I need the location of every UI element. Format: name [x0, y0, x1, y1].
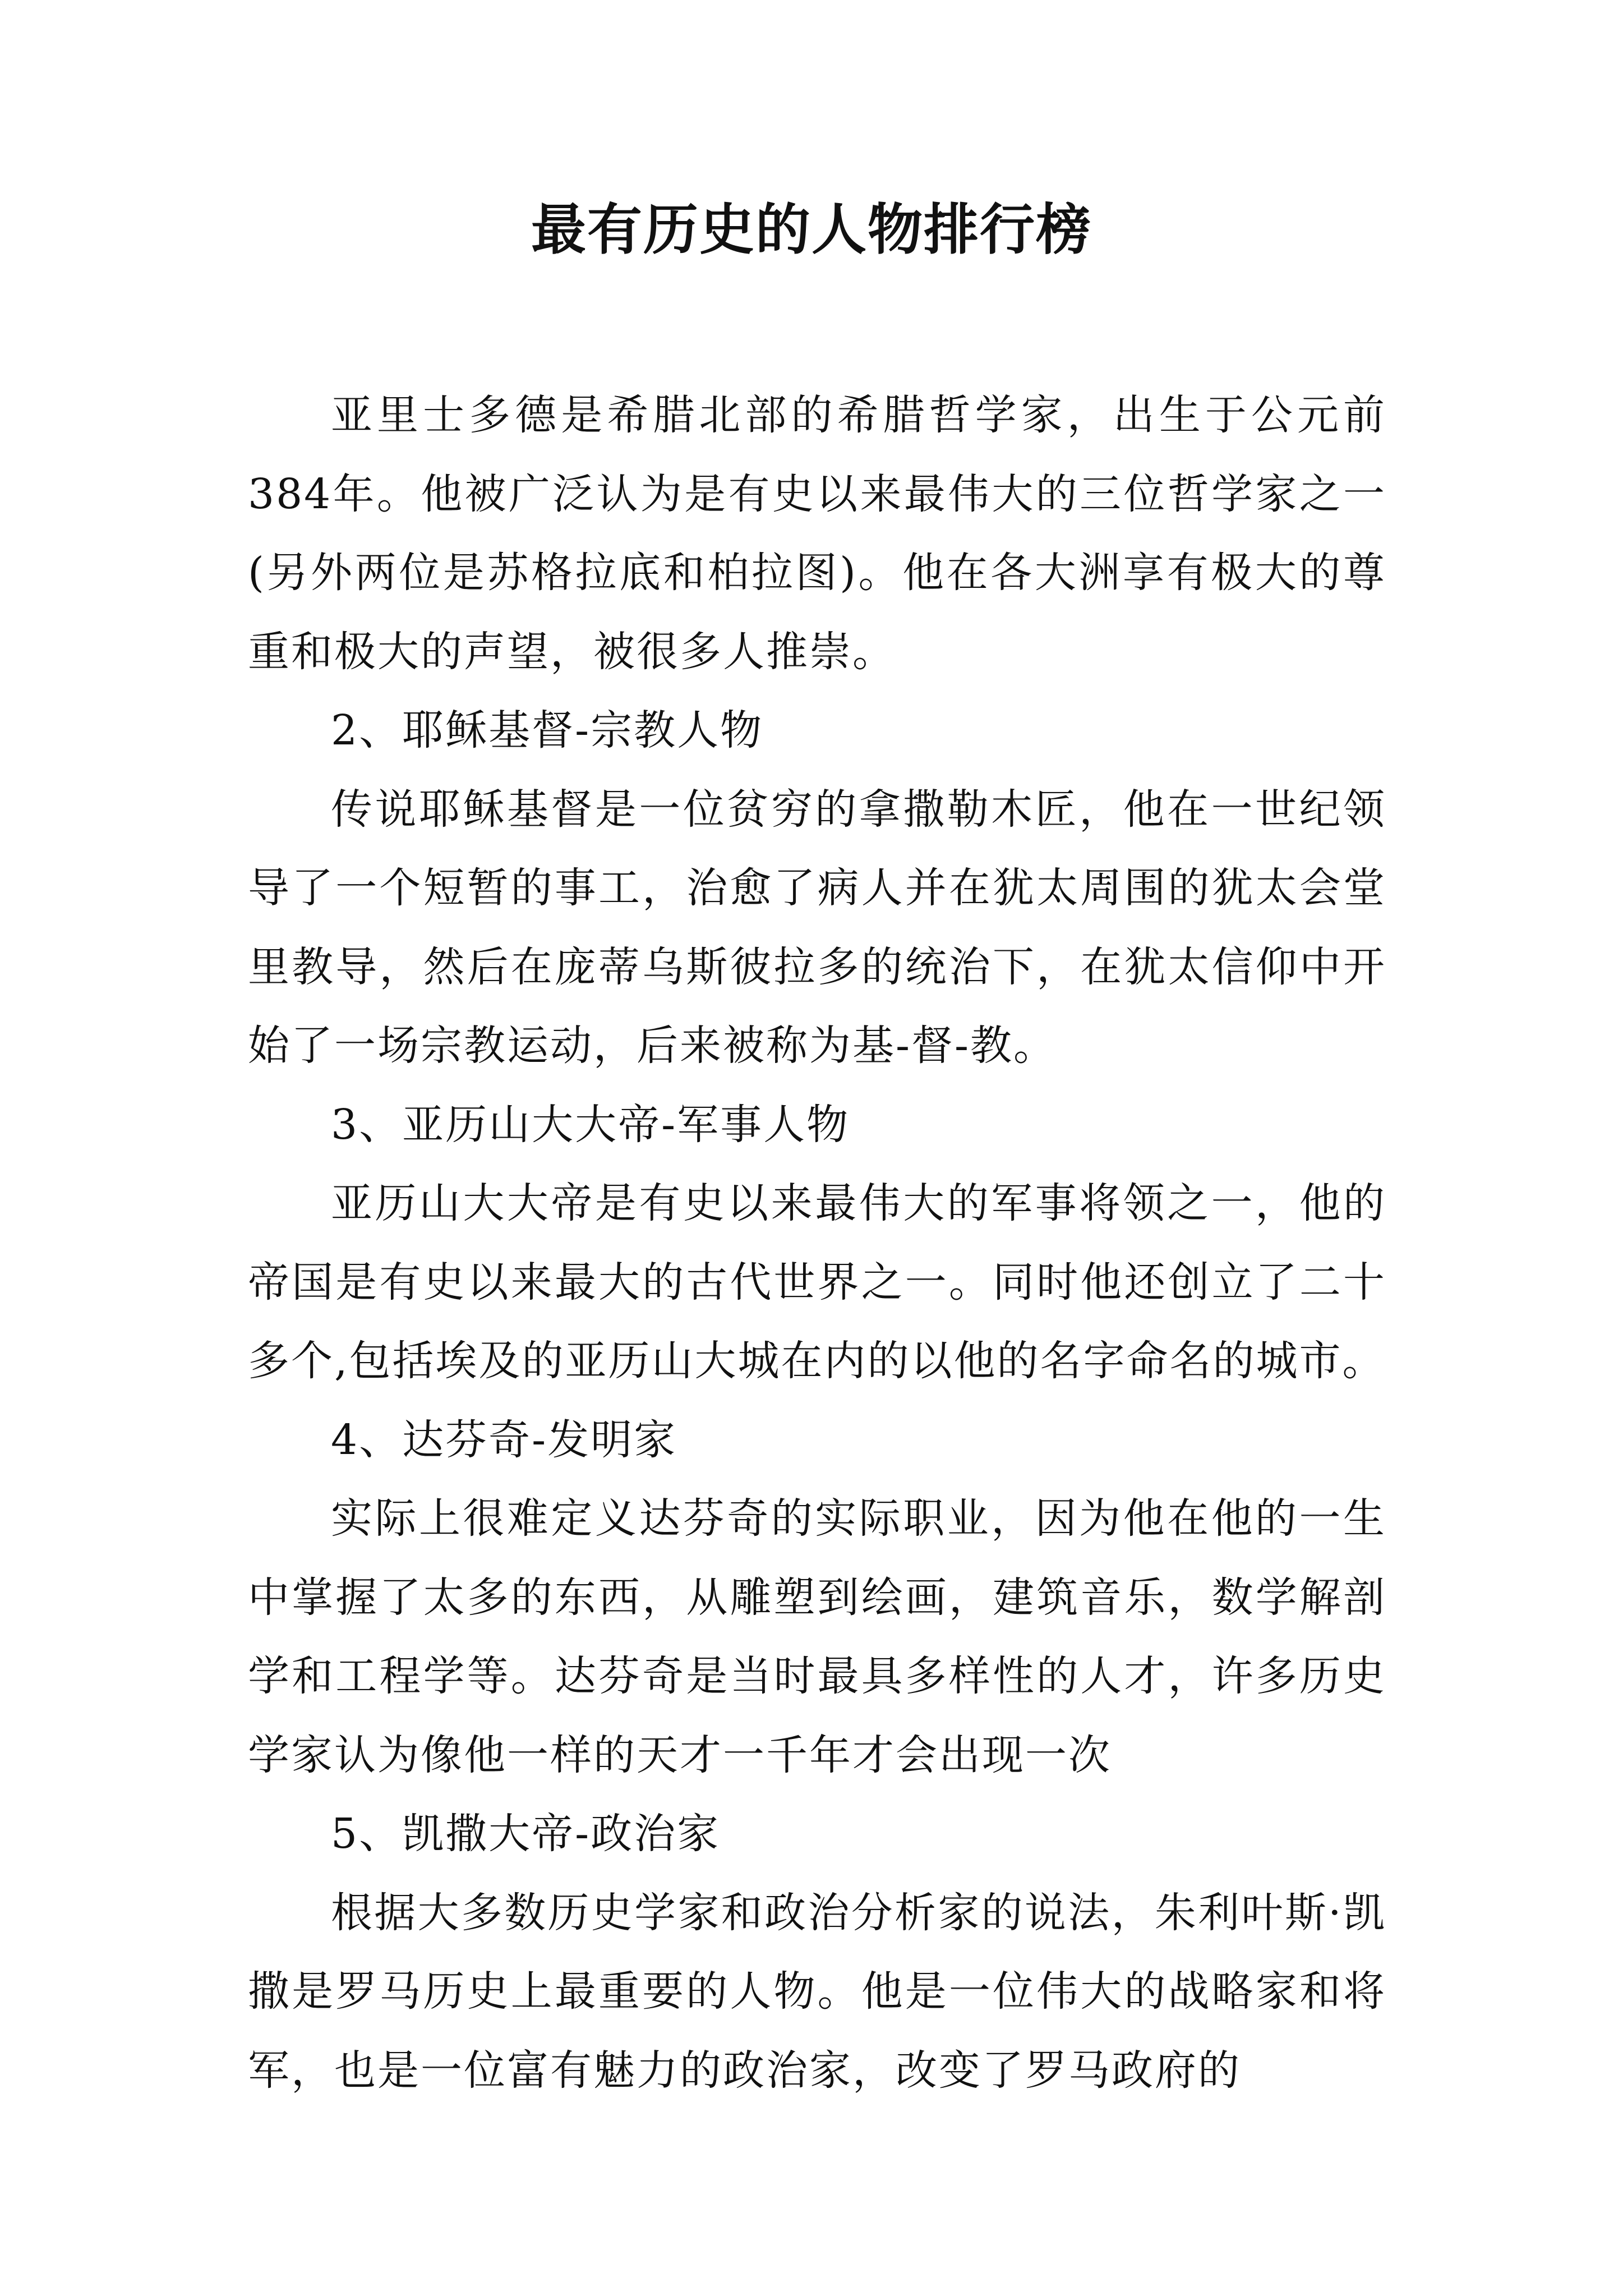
section-heading-jesus: 2、耶稣基督-宗教人物	[331, 706, 764, 754]
section-heading-alexander: 3、亚历山大大帝-军事人物	[331, 1100, 850, 1149]
page-title: 最有历史的人物排行榜	[531, 197, 1092, 262]
paragraph-davinci: 实际上很难定义达芬奇的实际职业，因为他在他的一生中掌握了太多的东西，从雕塑到绘画，建筑音乐，数学解剖学和工程学等。达芬奇是当时最具多样性的人才，许多历史学家认为像他一样的天才一千年才会出现一次	[248, 1494, 1386, 1779]
paragraph-aristotle: 亚里士多德是希腊北部的希腊哲学家，出生于公元前384年。他被广泛认为是有史以来最伟大的三位哲学家之一(另外两位是苏格拉底和柏拉图)。他在各大洲享有极大的尊重和极大的声望，被很多人推崇。	[248, 391, 1386, 676]
paragraph-jesus: 传说耶稣基督是一位贫穷的拿撒勒木匠，他在一世纪领导了一个短暂的事工，治愈了病人并在犹太周围的犹太会堂里教导，然后在庞蒂乌斯彼拉多的统治下，在犹太信仰中开始了一场宗教运动，后来被称为基-督-教。	[248, 785, 1386, 1070]
section-heading-caesar: 5、凯撒大帝-政治家	[331, 1810, 721, 1858]
paragraph-alexander: 亚历山大大帝是有史以来最伟大的军事将领之一，他的帝国是有史以来最大的古代世界之一。同时他还创立了二十多个,包括埃及的亚历山大城在内的以他的名字命名的城市。	[248, 1179, 1386, 1385]
paragraph-caesar: 根据大多数历史学家和政治分析家的说法，朱利叶斯·凯撒是罗马历史上最重要的人物。他是一位伟大的战略家和将军，也是一位富有魅力的政治家，改变了罗马政府的	[248, 1888, 1386, 2095]
section-heading-davinci: 4、达芬奇-发明家	[331, 1415, 677, 1464]
document-body	[248, 376, 1386, 2110]
